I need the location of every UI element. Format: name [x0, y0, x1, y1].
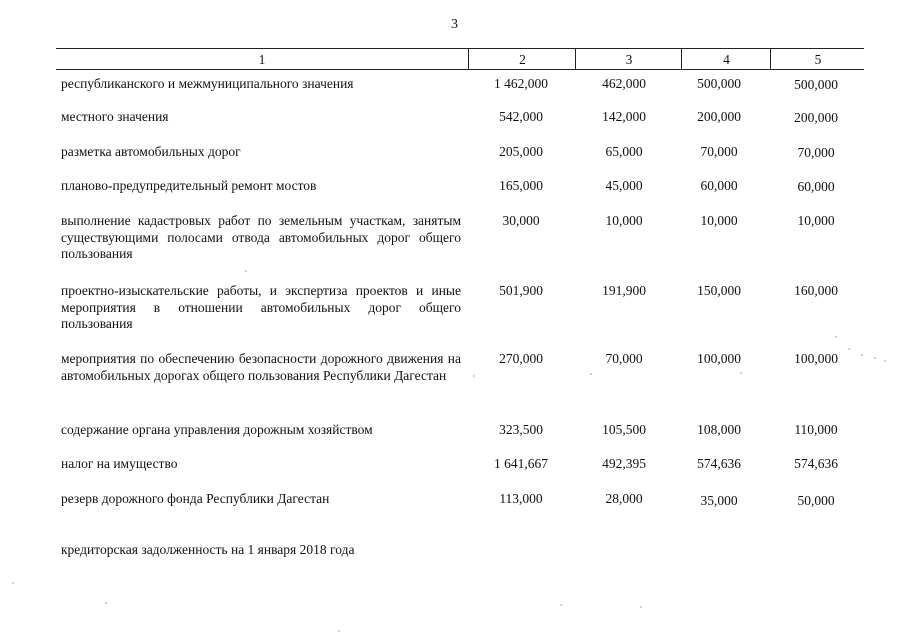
row-value-col5: 60,000	[797, 179, 835, 194]
row-description: мероприятия по обеспечению безопасности дорожного движения на автомобильных дорогах общего пользования Республики Дагестан	[61, 351, 461, 383]
scan-speck	[473, 375, 475, 377]
scan-speck	[874, 357, 876, 359]
header-col-1: 1	[258, 52, 266, 67]
scan-speck	[245, 270, 247, 272]
row-description: планово-предупредительный ремонт мостов	[61, 178, 317, 193]
page-number: 3	[451, 17, 458, 32]
scan-speck	[884, 360, 886, 362]
table-header	[56, 48, 864, 70]
row-value-col2: 542,000	[499, 109, 543, 124]
row-value-col5: 574,636	[794, 456, 838, 471]
row-value-col2: 165,000	[499, 178, 543, 193]
header-col-5: 5	[770, 49, 865, 69]
row-value-col2: 1 462,000	[494, 76, 548, 91]
row-description: разметка автомобильных дорог	[61, 144, 241, 159]
row-description: местного значения	[61, 109, 169, 124]
scan-speck	[740, 372, 742, 374]
scan-speck	[560, 604, 562, 606]
row-value-col4: 108,000	[697, 422, 741, 437]
row-value-col4: 574,636	[697, 456, 741, 471]
row-value-col3: 45,000	[605, 178, 643, 193]
header-col-2: 2	[468, 49, 576, 69]
row-value-col3: 70,000	[605, 351, 643, 366]
row-description: налог на имущество	[61, 456, 178, 471]
row-value-col4: 150,000	[697, 283, 741, 298]
scan-speck	[861, 354, 863, 356]
row-value-col4: 60,000	[700, 178, 738, 193]
row-value-col5: 50,000	[797, 493, 835, 508]
row-value-col3: 492,395	[602, 456, 646, 471]
row-value-col2: 113,000	[499, 491, 543, 506]
row-description: республиканского и межмуниципального значения	[61, 76, 354, 91]
row-description: проектно-изыскательские работы, и экспертиза проектов и иные мероприятия в отношении автомобильных дорог общего пользования	[61, 283, 461, 331]
row-value-col2: 323,500	[499, 422, 543, 437]
row-description: выполнение кадастровых работ по земельным участкам, занятым существующими полосами отвода автомобильных дорог общего пользования	[61, 213, 461, 261]
scan-speck	[105, 602, 107, 604]
row-value-col4: 10,000	[700, 213, 738, 228]
row-value-col3: 191,900	[602, 283, 646, 298]
row-value-col4: 500,000	[697, 76, 741, 91]
scan-speck	[338, 630, 340, 632]
row-value-col3: 462,000	[602, 76, 646, 91]
header-col-4: 4	[681, 49, 771, 69]
row-value-col2: 30,000	[502, 213, 540, 228]
row-value-col5: 500,000	[794, 77, 838, 92]
scan-speck	[590, 373, 592, 375]
row-value-col2: 1 641,667	[494, 456, 548, 471]
row-value-col3: 65,000	[605, 144, 643, 159]
scan-speck	[835, 336, 837, 338]
row-description: резерв дорожного фонда Республики Дагестан	[61, 491, 330, 506]
row-value-col4: 200,000	[697, 109, 741, 124]
row-value-col5: 160,000	[794, 283, 838, 298]
footer-text: кредиторская задолженность на 1 января 2018 года	[61, 542, 355, 557]
scan-speck	[640, 606, 642, 608]
row-value-col5: 10,000	[797, 213, 835, 228]
row-value-col5: 70,000	[797, 145, 835, 160]
row-value-col4: 35,000	[700, 493, 738, 508]
row-description: содержание органа управления дорожным хозяйством	[61, 422, 373, 437]
row-value-col2: 270,000	[499, 351, 543, 366]
row-value-col2: 205,000	[499, 144, 543, 159]
row-value-col5: 100,000	[794, 351, 838, 366]
scan-speck	[848, 348, 850, 350]
row-value-col3: 10,000	[605, 213, 643, 228]
row-value-col5: 110,000	[794, 422, 838, 437]
row-value-col4: 100,000	[697, 351, 741, 366]
row-value-col3: 105,500	[602, 422, 646, 437]
header-col-3: 3	[575, 49, 682, 69]
row-value-col2: 501,900	[499, 283, 543, 298]
row-value-col4: 70,000	[700, 144, 738, 159]
row-value-col3: 28,000	[605, 491, 643, 506]
row-value-col5: 200,000	[794, 110, 838, 125]
row-value-col3: 142,000	[602, 109, 646, 124]
scan-speck	[12, 582, 14, 584]
